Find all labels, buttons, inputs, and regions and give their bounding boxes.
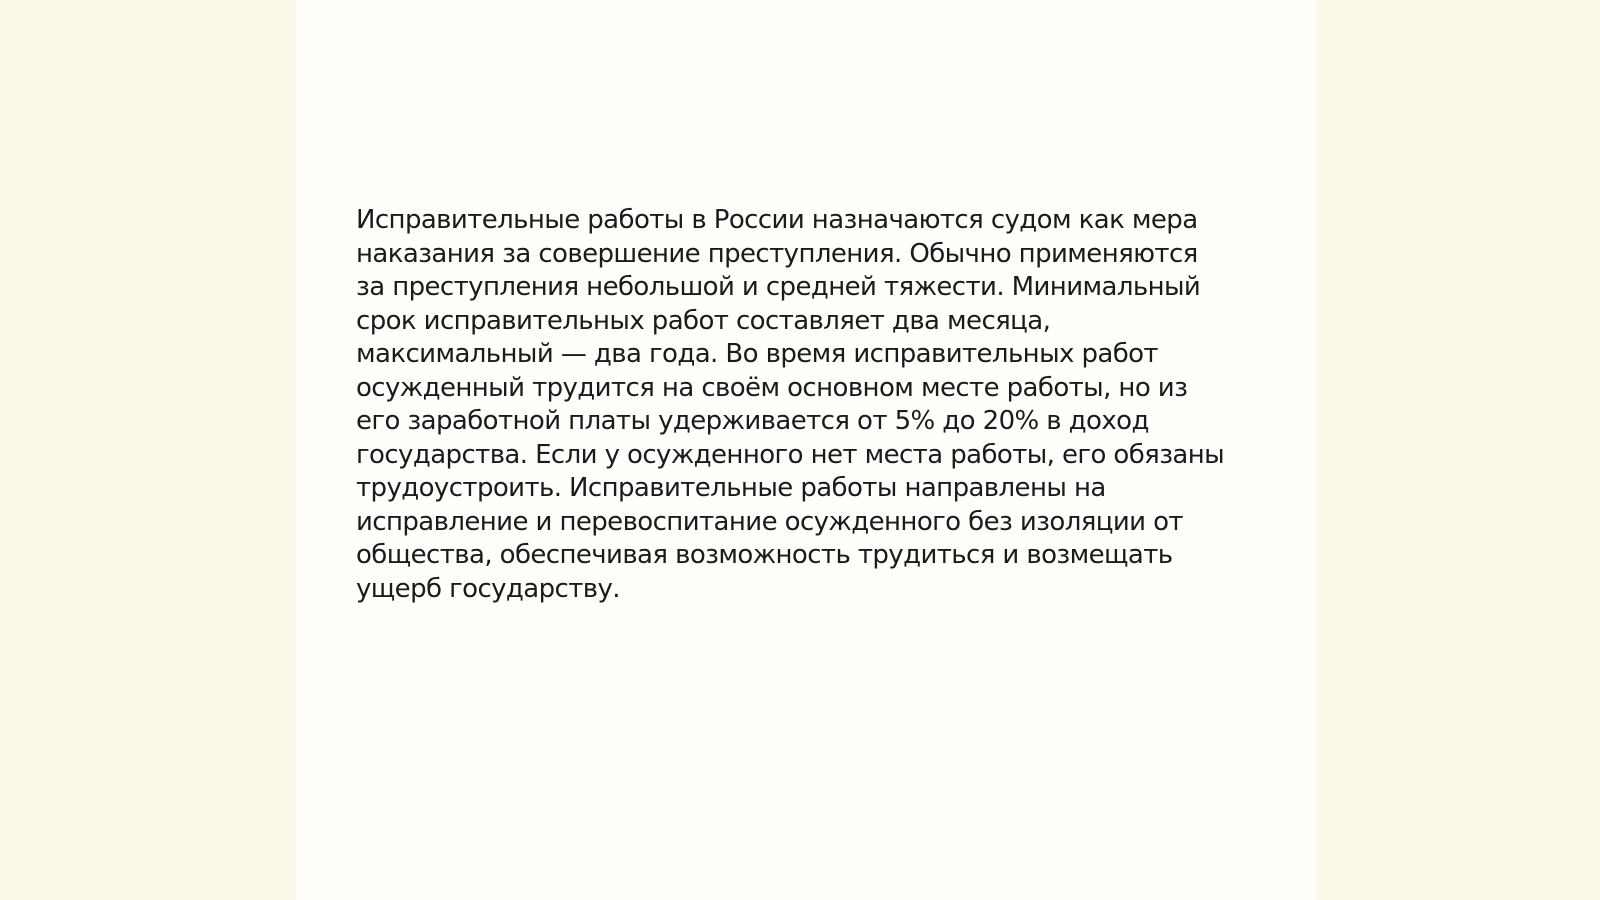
document-page (296, 0, 1316, 900)
body-paragraph: Исправительные работы в России назначаются судом как мера наказания за совершение преступления. Обычно применяются за преступления небольшой и средней тяжести. Минимальный срок исправительных работ составляет два месяца, максимальный — два года. Во время исправительных работ осужденный трудится на своём основном месте работы, но из его заработной платы удерживается от 5% до 20% в доход государства. Если у осужденного нет места работы, его обязаны трудоустроить. Исправительные работы направлены на исправление и перевоспитание осужденного без изоляции от общества, обеспечивая возможность трудиться и возмещать ущерб государству. (356, 205, 1225, 604)
